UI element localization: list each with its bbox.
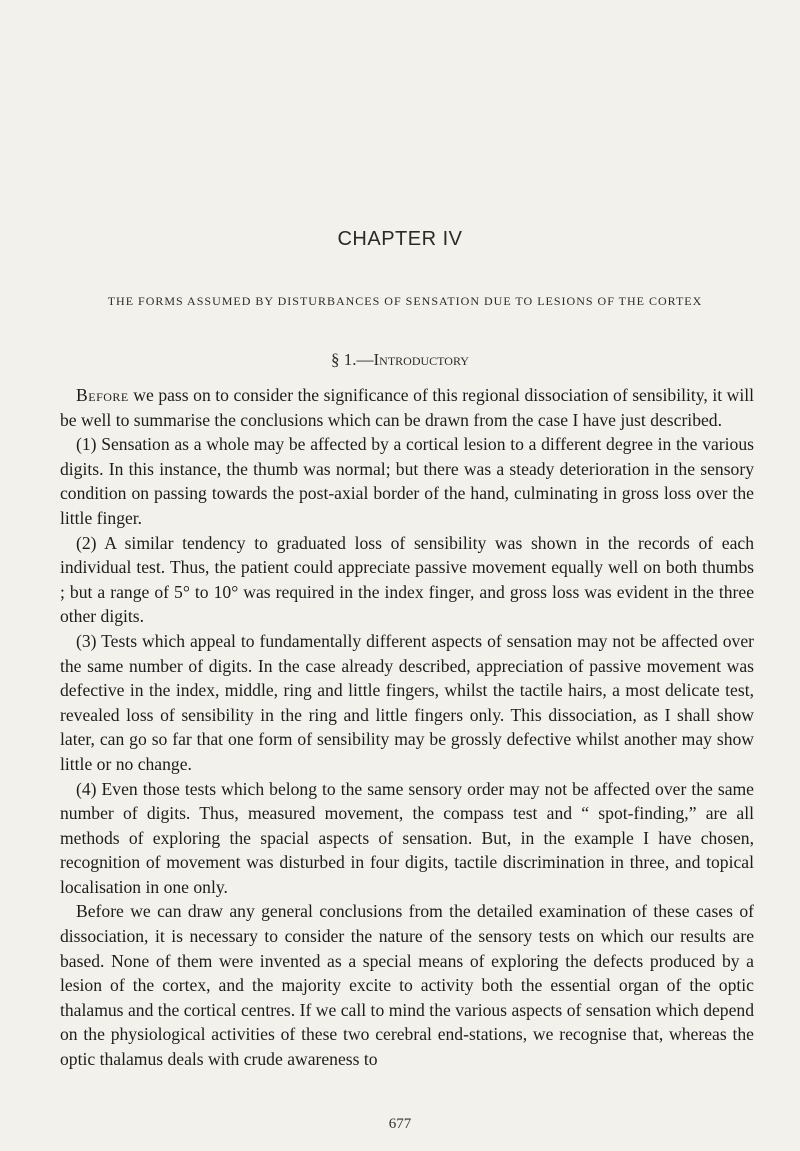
paragraph-4 — [60, 629, 754, 777]
paragraph-text: Before we can draw any general conclusions from the detailed examination of these cases of dissociation, it is necessary to consider the nature of the sensory tests on which our results are based. None of them were invented as a special means of exploring the defects produced by a lesion of the cortex, and the majority excite to activity both the essential organ of the optic thalamus and the cortical centres. If we call to mind the various aspects of sensation which depend on the physiological activities of these two cerebral end-stations, we recognise that, whereas the optic thalamus deals with crude awareness to — [60, 901, 754, 1070]
section-mark: § 1.— — [331, 350, 374, 369]
paragraph-6 — [60, 899, 754, 1071]
paragraph-lead-word: Before — [76, 385, 129, 405]
page-number: 677 — [388, 1116, 412, 1132]
chapter-heading: CHAPTER IV — [337, 228, 463, 250]
paragraph-text: (4) Even those tests which belong to the same sensory order may not be affected over the same number of digits. Thus, measured movement, the compass test and “ spot-finding,” are all methods of exploring the spacial aspects of sensation. But, in the example I have chosen, recognition of movement was disturbed in four digits, tactile discrimination in three, and topical localisation in one only. — [60, 778, 754, 897]
section-heading — [0, 350, 800, 370]
paragraph-text: (3) Tests which appeal to fundamentally different aspects of sensation may not be affected over the same number of digits. In the case already described, appreciation of passive movement was defective in the index, middle, ring and little fingers, whilst the tactile hairs, a most delicate test, revealed loss of sensibility in the ring and little fingers only. This dissociation, as I shall show later, can go so far that one form of sensibility may be grossly defective whilst another may show little or no change. — [60, 630, 754, 774]
body-text — [60, 383, 754, 1072]
paragraph-2 — [60, 432, 754, 530]
paragraph-3 — [60, 531, 754, 629]
paragraph-5 — [60, 777, 754, 900]
paragraph-text: (2) A similar tendency to graduated loss of sensibility was shown in the records of each individual test. Thus, the patient could appreciate passive movement equally well on both thumbs ; but a range of 5° to 10° was required in the index finger, and gross loss was evident in the three other digits. — [60, 532, 754, 627]
chapter-subtitle: THE FORMS ASSUMED BY DISTURBANCES OF SENSATION DUE TO LESIONS OF THE CORTEX — [107, 294, 703, 308]
paragraph-text: (1) Sensation as a whole may be affected by a cortical lesion to a different degree in the various digits. In this instance, the thumb was normal; but there was a steady deterioration in the sensory condition on passing towards the post-axial border of the hand, culminating in gross loss over the little finger. — [60, 434, 754, 528]
paragraph-1 — [60, 383, 754, 432]
paragraph-text: we pass on to consider the significance of this regional dissociation of sensibility, it will be well to summarise the conclusions which can be drawn from the case I have just described. — [60, 385, 754, 430]
section-title: Introductory — [373, 350, 469, 369]
